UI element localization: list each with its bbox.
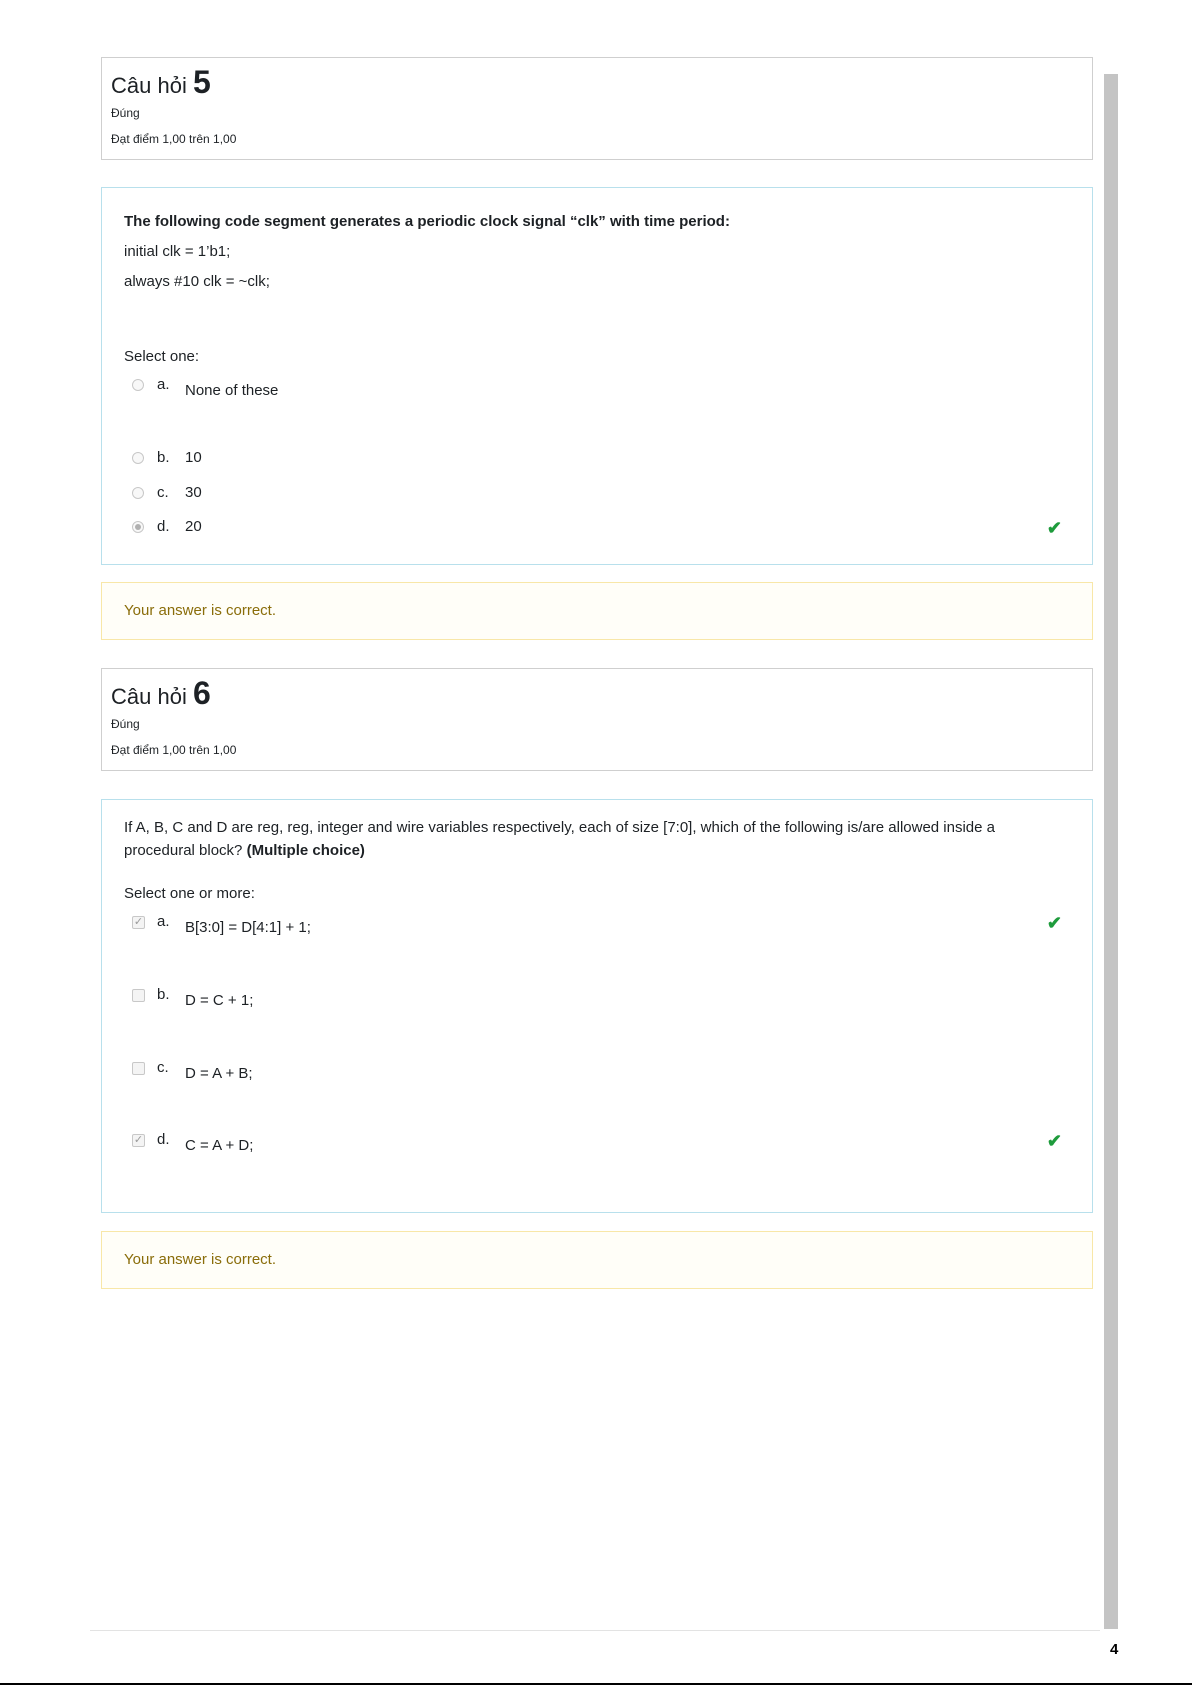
question-6-feedback: Your answer is correct. — [101, 1231, 1093, 1289]
option-a[interactable]: ✓ a. B[3:0] = D[4:1] + 1; ✔ — [133, 913, 1062, 936]
question-5-state: Đúng — [111, 106, 140, 120]
option-d[interactable]: ✓ d. C = A + D; ✔ — [133, 1131, 1062, 1154]
footer-divider — [90, 1630, 1100, 1631]
code-line-1: initial clk = 1’b1; — [124, 243, 231, 260]
code-line-2: always #10 clk = ~clk; — [124, 273, 270, 290]
question-6-info — [101, 668, 1093, 771]
option-a[interactable]: a. None of these — [132, 376, 1062, 396]
checkbox-checked[interactable]: ✓ — [133, 1134, 144, 1146]
question-6-grade: Đạt điểm 1,00 trên 1,00 — [111, 743, 237, 757]
option-b[interactable]: b. D = C + 1; — [132, 986, 1062, 1006]
option-b[interactable]: b. 10 — [132, 449, 1062, 469]
option-c[interactable]: c. 30 — [132, 484, 1062, 504]
question-6-state: Đúng — [111, 717, 140, 731]
check-mark-icon: ✔ — [1046, 913, 1062, 933]
checkbox[interactable] — [132, 989, 145, 1002]
question-5-feedback: Your answer is correct. — [101, 582, 1093, 640]
radio-button[interactable] — [132, 379, 144, 391]
scrollbar[interactable] — [1104, 74, 1118, 1629]
question-6-title: Câu hỏi 6 — [111, 675, 211, 711]
question-5-content — [101, 187, 1093, 565]
select-prompt: Select one: — [124, 348, 200, 365]
radio-button[interactable] — [132, 452, 144, 464]
select-prompt: Select one or more: — [124, 885, 255, 902]
question-6-content — [101, 799, 1093, 1213]
radio-button-selected[interactable] — [132, 521, 144, 533]
option-c[interactable]: c. D = A + B; — [132, 1059, 1062, 1079]
page-number: 4 — [1110, 1641, 1119, 1658]
checkbox-checked[interactable]: ✓ — [133, 916, 144, 928]
question-5-title: Câu hỏi 5 — [111, 64, 211, 100]
checkbox[interactable] — [132, 1062, 145, 1075]
question-5-text: The following code segment generates a periodic clock signal “clk” with time period: — [124, 213, 730, 230]
check-mark-icon: ✔ — [1046, 518, 1062, 538]
option-d[interactable]: d. 20 ✔ — [132, 518, 1062, 538]
check-mark-icon: ✔ — [1046, 1131, 1062, 1151]
question-5-info — [101, 57, 1093, 160]
radio-button[interactable] — [132, 487, 144, 499]
question-5-grade: Đạt điểm 1,00 trên 1,00 — [111, 132, 237, 146]
question-6-text: If A, B, C and D are reg, reg, integer and wire variables respectively, each of size [7:0], which of the following is/are allowed inside a procedural block? (Multiple choice) — [124, 819, 996, 859]
